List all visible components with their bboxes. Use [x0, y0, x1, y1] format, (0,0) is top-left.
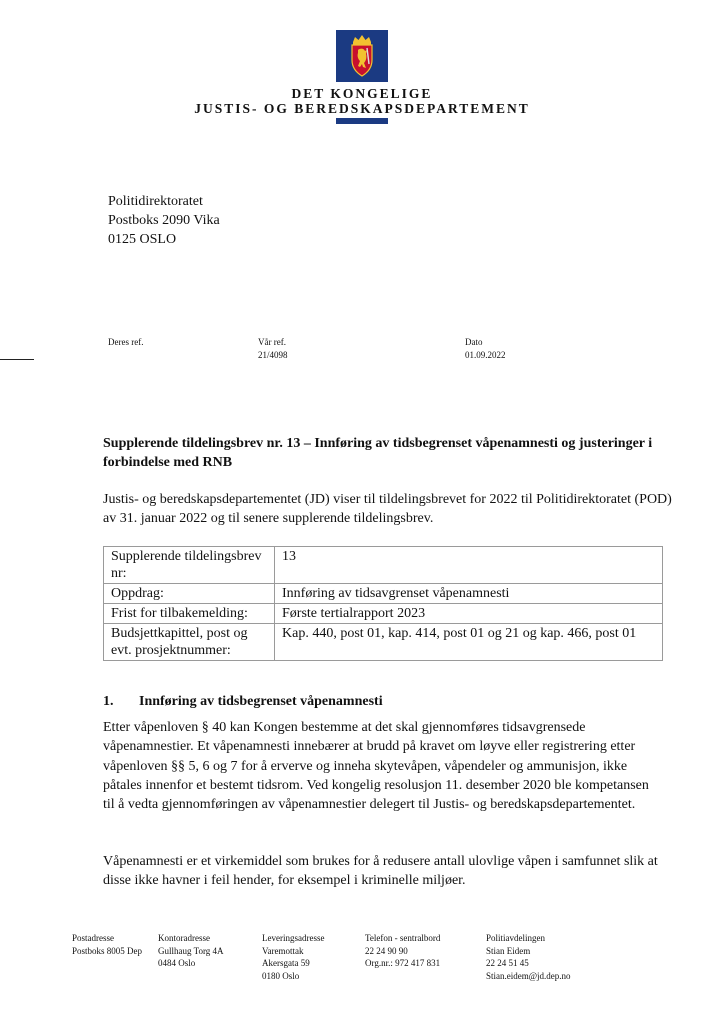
- footer-label: Kontoradresse: [158, 933, 210, 943]
- footer-line: Stian Eidem: [486, 945, 531, 956]
- footer-line: Gullhaug Torg 4A: [158, 945, 224, 956]
- footer-line: 22 24 90 90: [365, 945, 408, 956]
- table-key: Oppdrag:: [104, 584, 275, 604]
- table-key: Budsjettkapittel, post og evt. prosjektnummer:: [104, 624, 275, 661]
- body-paragraph-2: Våpenamnesti er et virkemiddel som brukes for å redusere antall ulovlige våpen i samfunnet slik at disse ikke havner i feil hender, for eksempel i kriminelle miljøer.: [103, 854, 658, 889]
- body-paragraph-1: Etter våpenloven § 40 kan Kongen bestemme at det skal gjennomføres tidsavgrensede våpenamnestier. Et våpenamnesti innebærer at brudd på kravet om løyve eller registrering etter våpenloven §§ 5, 6 og 7 for å erverve og inneha skytevåpen, våpendeler og ammunisjon, ikke påtales innenfor et bestemt tidsrom. Ved kongelig resolusjon 11. desember 2020 ble kompetansen til å vedta gjennomføringen av våpenamnestier delegert til Justis- og beredskapsdepartementet.: [103, 720, 649, 813]
- ref-ours-label: Vår ref.: [258, 337, 286, 347]
- ministry-name-line1: DET KONGELIGE: [291, 86, 433, 101]
- table-row: [104, 547, 663, 584]
- section-heading: [103, 694, 383, 710]
- section-number: 1.: [103, 694, 114, 709]
- footer-contact: [486, 932, 571, 982]
- letter-subject: Supplerende tildelingsbrev nr. 13 – Innføring av tidsbegrenset våpenamnesti og justeringer i forbindelse med RNB: [103, 436, 653, 470]
- ref-ours-value: 21/4098: [258, 350, 288, 360]
- footer-label: Telefon - sentralbord: [365, 933, 441, 943]
- table-row: [104, 604, 663, 624]
- table-row: [104, 584, 663, 604]
- footer-line: Postboks 8005 Dep: [72, 945, 143, 956]
- recipient-address: [108, 192, 220, 249]
- footer-label: Politiavdelingen: [486, 933, 545, 943]
- assignment-info-table: [103, 546, 663, 661]
- footer-label: Leveringsadresse: [262, 933, 325, 943]
- footer-line: Akersgata 59: [262, 958, 310, 968]
- table-value: Innføring av tidsavgrenset våpenamnesti: [275, 584, 663, 604]
- coat-of-arms-icon: [336, 30, 388, 82]
- footer-email: Stian.eidem@jd.dep.no: [486, 970, 571, 981]
- ref-date-label: Dato: [465, 337, 483, 347]
- footer-line: Varemottak: [262, 945, 304, 956]
- footer-delivery-address: [262, 932, 324, 982]
- footer-line: 22 24 51 45: [486, 958, 529, 968]
- footer-line: Org.nr.: 972 417 831: [365, 958, 441, 968]
- footer-line: 0180 Oslo: [262, 970, 300, 981]
- ref-ours: [258, 336, 288, 362]
- table-row: [104, 624, 663, 661]
- fold-mark: [0, 359, 34, 360]
- footer-label: Postadresse: [72, 933, 114, 943]
- footer-office-address: [158, 932, 224, 970]
- section-title: Innføring av tidsbegrenset våpenamnesti: [139, 694, 383, 709]
- ministry-name-line2: JUSTIS- OG BEREDSKAPSDEPARTEMENT: [194, 101, 530, 116]
- ref-date: [465, 336, 506, 362]
- recipient-postcode: 0125 OSLO: [108, 232, 177, 247]
- ref-yours: [108, 336, 143, 349]
- table-value: 13: [275, 547, 663, 584]
- table-key: Frist for tilbakemelding:: [104, 604, 275, 624]
- letterhead-bar: [336, 118, 388, 124]
- ref-date-value: 01.09.2022: [465, 350, 506, 360]
- intro-paragraph: Justis- og beredskapsdepartementet (JD) viser til tildelingsbrevet for 2022 til Politidirektoratet (POD) av 31. januar 2022 og til senere supplerende tildelingsbrev.: [103, 492, 672, 526]
- table-value: Kap. 440, post 01, kap. 414, post 01 og 21 og kap. 466, post 01: [275, 624, 663, 661]
- table-value: Første tertialrapport 2023: [275, 604, 663, 624]
- footer-postal-address: [72, 932, 142, 957]
- ref-yours-label: Deres ref.: [108, 337, 144, 347]
- footer-line: 0484 Oslo: [158, 958, 196, 968]
- table-key: Supplerende tildelingsbrev nr:: [104, 547, 275, 584]
- recipient-po-box: Postboks 2090 Vika: [108, 213, 220, 228]
- recipient-name: Politidirektoratet: [108, 194, 203, 209]
- footer-phone: [365, 932, 440, 970]
